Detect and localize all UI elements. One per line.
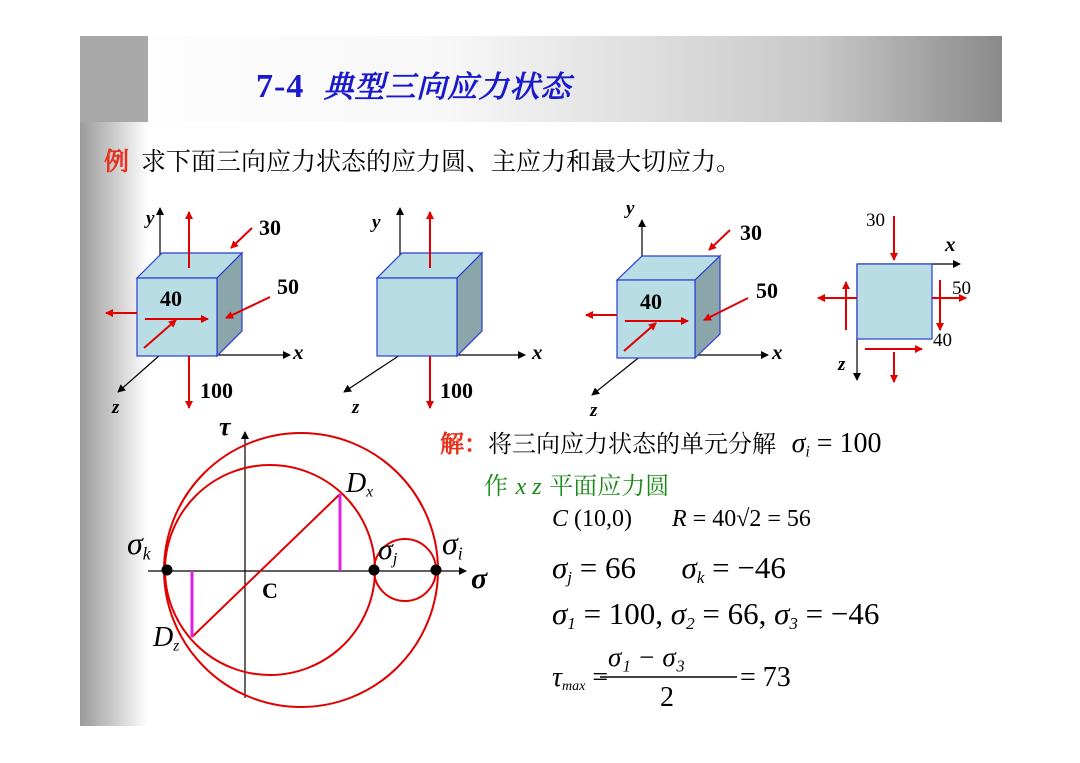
dx-subscript: x — [366, 483, 374, 501]
section-title: 典型三向应力状态 — [323, 70, 572, 105]
sj-symbol: σ — [378, 533, 393, 566]
sigma-i-value: = 100 — [809, 428, 882, 459]
solution-line-5 — [552, 596, 879, 634]
s3-sym: σ — [774, 596, 790, 631]
tau-numerator: σ₁ − σ₃ — [608, 642, 686, 672]
el3-value-50: 50 — [756, 278, 778, 303]
center-label: C — [262, 578, 278, 603]
tau-axis-label: τ — [219, 412, 231, 441]
sj-sym: σ — [552, 550, 568, 585]
sj-sub: j — [567, 568, 573, 588]
el4-value-40: 40 — [933, 330, 952, 351]
el1-value-100: 100 — [200, 378, 233, 403]
el3-value-30: 30 — [740, 220, 762, 245]
el4-axis-x: x — [945, 232, 956, 256]
radius-symbol: R — [672, 506, 687, 532]
sk-value: = −46 — [704, 550, 786, 585]
sigma-k-label — [127, 525, 151, 564]
dx-letter: D — [346, 468, 367, 499]
dz-subscript: z — [173, 637, 180, 655]
el2-axis-y: y — [372, 212, 381, 233]
stress-element-2 — [344, 208, 525, 408]
el3-value-40: 40 — [640, 289, 662, 314]
sj-subscript: j — [392, 548, 398, 568]
dz-letter: D — [153, 622, 174, 653]
s2-value: = 66, — [694, 596, 775, 631]
tau-result: = 73 — [740, 662, 791, 693]
example-tag: 例 — [104, 147, 130, 176]
line2-plane: x z — [515, 474, 542, 500]
el2-value-100: 100 — [440, 378, 473, 403]
tau-max-lhs — [552, 662, 608, 695]
center-symbol: C — [552, 506, 569, 532]
el3-axis-y: y — [626, 198, 635, 219]
sigma-axis-label: σ — [471, 562, 488, 595]
sj-value: = 66 — [572, 550, 637, 585]
el3-axis-x: x — [772, 340, 783, 364]
el3-axis-z: z — [590, 400, 598, 421]
solution-label: 解： — [440, 430, 488, 458]
problem-text: 求下面三向应力状态的应力圆、主应力和最大切应力。 — [141, 147, 742, 176]
el1-axis-z: z — [112, 397, 120, 418]
el1-axis-y: y — [146, 208, 155, 229]
solution-line-3 — [552, 506, 811, 533]
tau-equals: = — [585, 662, 609, 693]
el4-value-50: 50 — [952, 278, 971, 299]
center-value: (10,0) — [568, 506, 632, 532]
si-subscript: i — [457, 543, 463, 564]
el2-axis-z: z — [352, 397, 360, 418]
line2-suffix: 平面应力圆 — [549, 472, 670, 500]
sigma-i-sub: i — [805, 443, 810, 461]
sk-sym: σ — [681, 550, 697, 585]
line2-prefix: 作 — [484, 472, 508, 500]
tau-sub: max — [562, 679, 586, 695]
sk-symbol: σ — [127, 525, 143, 561]
sigma-i-sym: σ — [791, 428, 806, 459]
s2-sub: 2 — [686, 614, 695, 634]
solution-line-1 — [440, 424, 882, 462]
s2-sym: σ — [670, 596, 687, 631]
sigma-i-equation — [792, 428, 882, 459]
s3-sub: 3 — [789, 614, 798, 634]
s1-sym: σ — [552, 596, 568, 631]
tau-sym: τ — [552, 662, 563, 693]
solution-line-2 — [484, 466, 669, 501]
el1-value-50: 50 — [277, 274, 299, 299]
el1-axis-x: x — [293, 340, 304, 364]
sigma-j-label — [378, 533, 397, 569]
solution-line-4 — [552, 550, 786, 588]
el4-axis-z: z — [838, 354, 846, 375]
s1-sub: 1 — [567, 614, 576, 634]
el1-value-40: 40 — [160, 286, 182, 311]
point-dx-label — [346, 468, 373, 502]
tau-denominator: 2 — [660, 682, 674, 713]
solution-line-1-text: 将三向应力状态的单元分解 — [488, 430, 776, 458]
el1-value-30: 30 — [259, 215, 281, 240]
si-symbol: σ — [442, 525, 458, 561]
sigma-i-label — [442, 525, 463, 564]
mohr-diagram — [148, 432, 466, 707]
point-dz-label — [153, 622, 179, 656]
s1-value: = 100, — [575, 596, 671, 631]
section-number: 7-4 — [256, 68, 305, 105]
stress-element-3 — [586, 220, 768, 395]
radius-value: = 40√2 = 56 — [686, 506, 811, 532]
s3-value: = −46 — [797, 596, 880, 631]
el2-axis-x: x — [532, 340, 543, 364]
sk-sub: k — [696, 568, 705, 588]
el4-value-30: 30 — [866, 210, 885, 231]
sk-subscript: k — [142, 543, 151, 564]
